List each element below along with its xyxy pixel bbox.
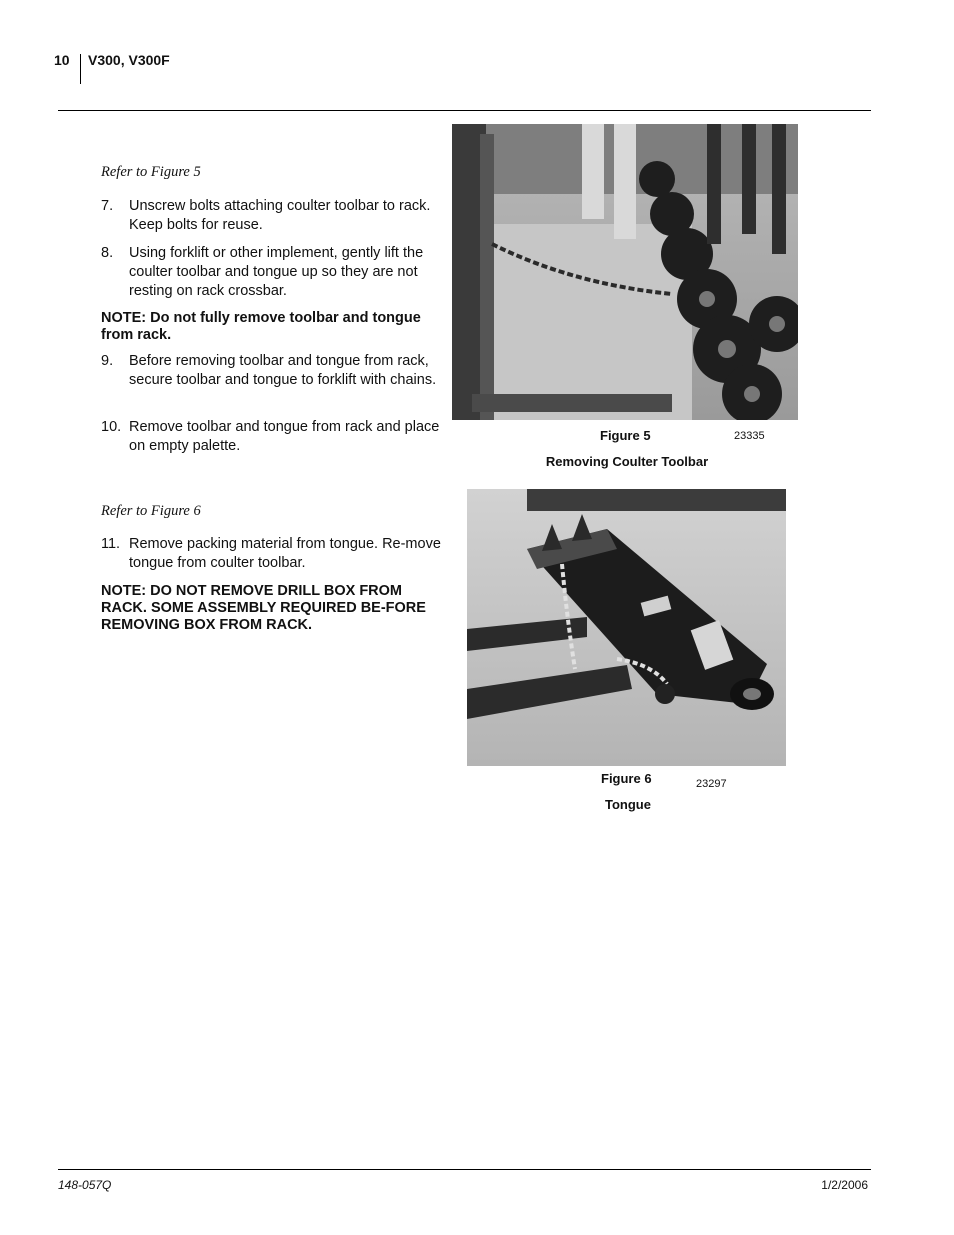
step-text: Before removing toolbar and tongue from rack, secure toolbar and tongue to forklift with chains. <box>129 353 437 388</box>
step-number: 8. <box>101 245 114 261</box>
figure-5-code: 23335 <box>734 430 765 442</box>
page-number: 10 <box>54 52 70 68</box>
step-number: 11. <box>101 536 121 552</box>
refer-figure-6: Refer to Figure 6 <box>101 503 201 519</box>
step-text: Unscrew bolts attaching coulter toolbar to rack. Keep bolts for reuse. <box>129 198 431 233</box>
figure-5-caption: Removing Coulter Toolbar <box>545 454 709 469</box>
figure-5-label: Figure 5 <box>600 428 651 443</box>
figure-6-caption: Tongue <box>605 797 651 812</box>
step-text: Remove toolbar and tongue from rack and place on empty palette. <box>129 419 440 454</box>
step-7 <box>101 197 441 235</box>
document-id: 148-057Q <box>58 1178 112 1192</box>
header-separator <box>80 54 81 84</box>
note-toolbar: NOTE: Do not fully remove toolbar and tongue from rack. <box>101 310 421 343</box>
step-number: 10. <box>101 419 122 435</box>
top-rule <box>58 110 871 111</box>
figure-6-code: 23297 <box>696 778 727 790</box>
figure-6-label: Figure 6 <box>601 771 652 786</box>
figure-5-photo <box>452 124 798 420</box>
note-drill-box: NOTE: DO NOT REMOVE DRILL BOX FROM RACK. SOME ASSEMBLY REQUIRED BE-FORE REMOVING BOX FROM RACK. <box>101 583 426 633</box>
model-title: V300, V300F <box>88 52 170 68</box>
step-number: 7. <box>101 198 114 214</box>
step-text: Remove packing material from tongue. Re-move tongue from coulter toolbar. <box>129 536 441 571</box>
step-number: 9. <box>101 353 114 369</box>
bottom-rule <box>58 1169 871 1170</box>
step-text: Using forklift or other implement, gently lift the coulter toolbar and tongue up so they are not resting on rack crossbar. <box>129 245 424 299</box>
step-8 <box>101 244 441 301</box>
step-9 <box>101 352 441 390</box>
figure-6-photo <box>467 489 786 766</box>
step-11 <box>101 535 441 573</box>
refer-figure-5: Refer to Figure 5 <box>101 164 201 180</box>
step-10 <box>101 418 441 456</box>
document-date: 1/2/2006 <box>821 1178 868 1192</box>
